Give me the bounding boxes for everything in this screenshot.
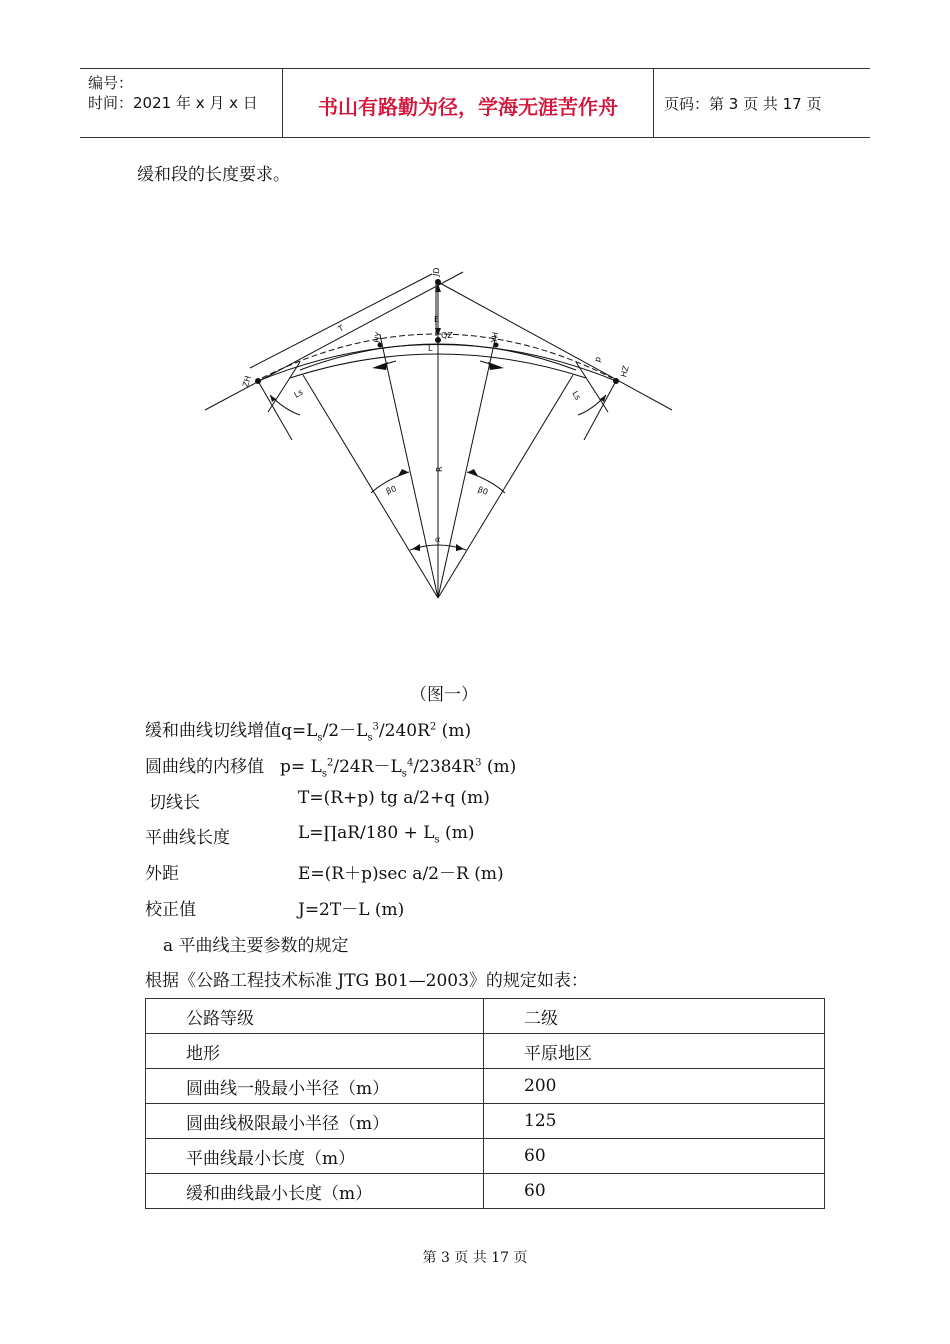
formula-l-expr: L=∏aR/180 + $L_s$ (m) xyxy=(298,823,475,846)
label-l: L xyxy=(428,344,433,353)
table-cell-param: 平曲线最小长度（m） xyxy=(146,1139,484,1174)
header-info-cell xyxy=(80,69,283,137)
table-row xyxy=(146,1034,825,1069)
formula-t-label: 切线长 xyxy=(149,793,200,813)
ls-extension-right-b xyxy=(576,362,608,412)
parameter-table xyxy=(145,998,825,1209)
label-t: T xyxy=(336,323,346,334)
table-cell-value: 200 xyxy=(484,1069,825,1104)
table-cell-value: 二级 xyxy=(484,999,825,1034)
section-a-heading: a 平曲线主要参数的规定 xyxy=(163,936,349,956)
label-p: p xyxy=(592,355,603,364)
table-cell-param: 圆曲线一般最小半径（m） xyxy=(146,1069,484,1104)
label-qz: QZ xyxy=(441,331,453,340)
table-cell-param: 地形 xyxy=(146,1034,484,1069)
formula-j-expr: J=2T－L (m) xyxy=(298,900,405,920)
tangent-length-dimension xyxy=(250,274,432,368)
document-date: 时间：2021 年 x 月 x 日 xyxy=(88,94,258,112)
table-cell-param: 公路等级 xyxy=(146,999,484,1034)
standard-basis-text: 根据《公路工程技术标准 JTG B01—2003》的规定如表： xyxy=(145,971,588,991)
label-ls-right: Ls xyxy=(570,389,583,402)
formula-e-label: 外距 xyxy=(145,864,179,884)
table-row xyxy=(146,1104,825,1139)
formula-p-label: 圆曲线的内移值 xyxy=(145,757,264,777)
header-motto-cell xyxy=(283,69,654,137)
table-cell-param: 圆曲线极限最小半径（m） xyxy=(146,1104,484,1139)
page-header xyxy=(80,68,870,138)
label-yh: YH xyxy=(489,331,501,344)
label-jd: JD xyxy=(431,266,442,277)
ls-extension-left-a xyxy=(258,381,292,440)
table-cell-value: 60 xyxy=(484,1174,825,1209)
header-motto: 书山有路勤为径，学海无涯苦作舟 xyxy=(318,95,618,119)
table-cell-param: 缓和曲线最小长度（m） xyxy=(146,1174,484,1209)
formula-p xyxy=(145,752,516,779)
table-cell-value: 125 xyxy=(484,1104,825,1139)
formula-p-expr: $p= L_s^2/24R-L_s^4/2384R^3$ (m) xyxy=(280,757,517,780)
curve-diagram xyxy=(0,250,950,670)
intro-text: 缓和段的长度要求。 xyxy=(137,165,290,185)
ls-extension-right-a xyxy=(584,381,616,440)
table-row xyxy=(146,999,825,1034)
label-e: E xyxy=(434,315,440,324)
radius-line-zh xyxy=(303,375,441,598)
table-cell-value: 平原地区 xyxy=(484,1034,825,1069)
ls-extension-left-b xyxy=(268,362,300,412)
header-page-number: 页码：第 3 页 共 17 页 xyxy=(664,95,822,113)
formula-l-label: 平曲线长度 xyxy=(145,828,230,848)
label-hz: HZ xyxy=(619,364,631,379)
page-footer: 第 3 页 共 17 页 xyxy=(422,1250,528,1266)
label-alpha: α xyxy=(435,535,441,544)
document-number: 编号： xyxy=(88,74,134,92)
figure-caption: （图一） xyxy=(410,685,478,705)
formula-e-expr: E=(R＋p)sec a/2－R (m) xyxy=(298,864,504,884)
label-ls-left: Ls xyxy=(292,387,305,400)
tangent-line-left xyxy=(205,272,463,410)
radius-line-yh xyxy=(438,335,496,598)
radius-line-hy xyxy=(380,335,441,598)
formula-t-expr: T=(R+p) tg a/2+q (m) xyxy=(298,788,490,808)
formula-q xyxy=(145,716,471,743)
radius-line-hz xyxy=(438,375,573,598)
table-row xyxy=(146,1139,825,1174)
formula-q-label: 缓和曲线切线增值 xyxy=(145,721,281,741)
table-row xyxy=(146,1174,825,1209)
table-cell-value: 60 xyxy=(484,1139,825,1174)
label-zh: ZH xyxy=(241,374,253,389)
label-beta-right: β0 xyxy=(476,484,490,497)
formula-q-expr: $q=L_s/2-L_s^3/240R^2$ (m) xyxy=(281,721,472,744)
formula-j-label: 校正值 xyxy=(145,900,196,920)
label-hy: HY xyxy=(372,331,384,344)
label-beta-left: β0 xyxy=(384,484,398,497)
table-row xyxy=(146,1069,825,1104)
label-r: R xyxy=(435,466,444,472)
header-page-cell xyxy=(654,69,870,137)
